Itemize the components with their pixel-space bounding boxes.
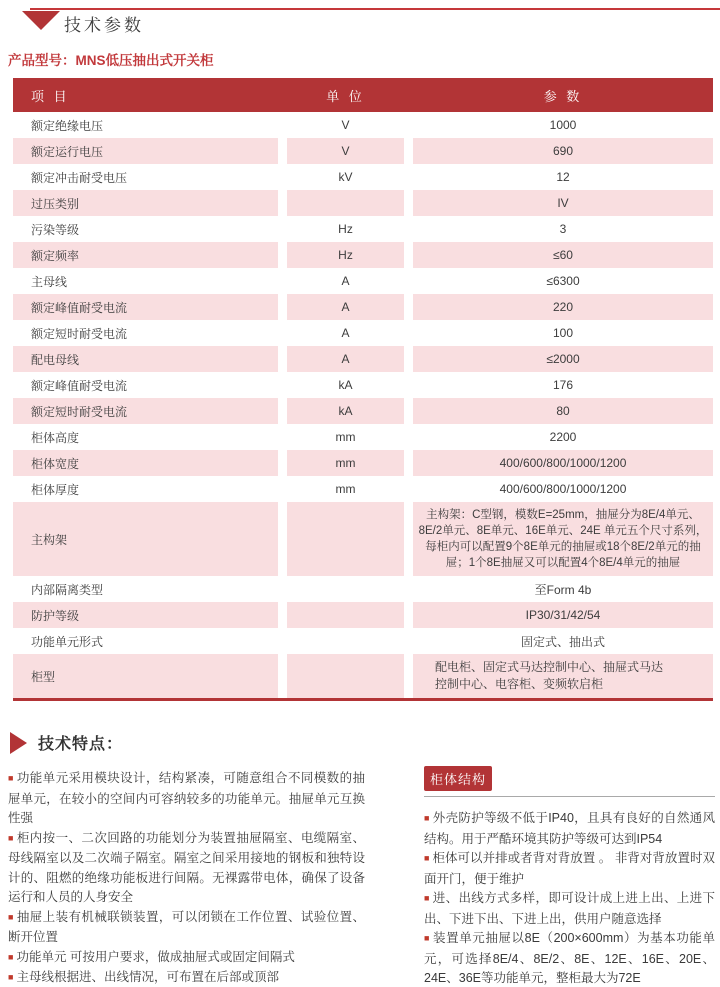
product-model-line: 产品型号：MNS低压抽出式开关柜	[8, 53, 214, 68]
cabinet-item-text: 外壳防护等级不低于IP40，且具有良好的自然通风结构。用于严酷环境其防护等级可达到IP54	[424, 811, 715, 846]
unit-cell: V	[287, 138, 404, 164]
value-cell: 400/600/800/1000/1200	[413, 450, 713, 476]
item-cell: 柜体厚度	[31, 482, 80, 497]
unit-cell	[287, 602, 404, 628]
item-cell: 额定频率	[13, 242, 278, 268]
bullet-square-icon: ■	[424, 893, 430, 903]
unit-cell: mm	[287, 450, 404, 476]
item-cell: 过压类别	[13, 190, 278, 216]
table-row	[13, 502, 713, 576]
cabinet-item-text: 柜体可以并排或者背对背放置 。 非背对背放置时双面开门，便于维护	[424, 851, 715, 886]
feature-item	[8, 968, 365, 987]
section-title-parameters: 技术参数	[64, 16, 144, 35]
table-row	[13, 372, 713, 398]
table-row	[13, 320, 713, 346]
bullet-square-icon: ■	[8, 951, 14, 962]
item-cell: 防护等级	[13, 602, 278, 628]
value-cell: IP30/31/42/54	[413, 602, 713, 628]
item-cell: 额定短时耐受电流	[31, 326, 128, 341]
table-header-item: 项 目	[31, 88, 70, 104]
unit-cell: mm	[335, 430, 356, 444]
table-header-unit: 单 位	[326, 88, 365, 104]
value-cell: 400/600/800/1000/1200	[499, 482, 627, 496]
value-cell: 690	[413, 138, 713, 164]
cabinet-structure-badge: 柜体结构	[424, 766, 492, 791]
cabinet-item-text: 进、出线方式多样，即可设计成上进上出、上进下出、下进下出、下进上出，供用户随意选择	[424, 891, 715, 926]
cabinet-item	[424, 849, 715, 889]
table-header-value: 参 数	[543, 88, 583, 104]
cabinet-item	[424, 889, 715, 929]
table-row	[13, 190, 713, 216]
item-cell: 主母线	[31, 274, 68, 289]
item-cell: 内部隔离类型	[31, 582, 104, 597]
unit-cell: mm	[335, 482, 356, 496]
item-cell: 柜体宽度	[13, 450, 278, 476]
value-cell: 176	[552, 378, 574, 392]
unit-cell: V	[341, 118, 350, 132]
unit-cell: A	[287, 294, 404, 320]
bullet-square-icon: ■	[424, 853, 430, 863]
feature-item	[8, 948, 365, 969]
bullet-square-icon: ■	[8, 773, 14, 783]
value-cell: 固定式、抽出式	[520, 634, 605, 649]
cabinet-structure-header	[424, 766, 715, 797]
unit-cell: kA	[287, 398, 404, 424]
unit-cell	[287, 190, 404, 216]
item-cell: 柜体高度	[31, 430, 80, 445]
table-row	[13, 628, 713, 654]
item-cell: 额定短时耐受电流	[13, 398, 278, 424]
features-title: 技术特点：	[38, 736, 124, 753]
bullet-square-icon: ■	[424, 813, 430, 823]
unit-cell: kV	[338, 170, 353, 184]
table-header-row	[13, 78, 713, 112]
feature-item-text: 抽屉上装有机械联锁装置，可以闭锁在工作位置、试验位置、断开位置	[8, 909, 365, 944]
bullet-square-icon: ■	[8, 832, 14, 843]
unit-cell	[287, 576, 404, 602]
item-cell: 额定冲击耐受电压	[31, 170, 128, 185]
value-cell: ≤2000	[413, 346, 713, 372]
item-cell: 柜型	[13, 654, 278, 698]
table-row	[13, 164, 713, 190]
unit-cell	[287, 654, 404, 698]
value-cell: 1000	[549, 118, 577, 132]
item-cell: 额定绝缘电压	[31, 118, 104, 133]
bullet-square-icon: ■	[424, 933, 431, 943]
features-list	[8, 769, 365, 987]
table-row	[13, 398, 713, 424]
feature-item-text: 功能单元 可按用户要求，做成抽屉式或固定间隔式	[16, 949, 295, 964]
feature-item	[8, 829, 365, 908]
bullet-square-icon: ■	[8, 972, 14, 982]
value-cell: 配电柜、固定式马达控制中心、抽屉式马达控制中心、电容柜、变频软启柜	[413, 654, 713, 698]
cabinet-structure-list	[424, 809, 715, 987]
unit-cell: Hz	[338, 222, 353, 236]
unit-cell: A	[287, 346, 404, 372]
item-cell: 额定运行电压	[13, 138, 278, 164]
cabinet-item-text: 装置单元抽屉以8E（200×600mm）为基本功能单元，可选择8E/4、8E/2、8E、12E、16E、20E、24E、36E等功能单元，整柜最大为72E	[424, 931, 715, 985]
cabinet-structure-section	[424, 766, 715, 987]
feature-item-text: 功能单元采用模块设计，结构紧凑，可随意组合不同模数的抽屉单元，在较小的空间内可容纳较多的功能单元。抽屉单元互换性强	[8, 771, 365, 825]
item-cell: 额定峰值耐受电流	[31, 378, 128, 393]
value-cell: 12	[556, 170, 570, 184]
feature-item	[8, 769, 365, 829]
table-row	[13, 602, 713, 628]
unit-cell: Hz	[287, 242, 404, 268]
table-row	[13, 654, 713, 698]
item-cell: 污染等级	[31, 222, 80, 237]
table-row	[13, 424, 713, 450]
features-header	[10, 731, 123, 754]
triangle-right-icon	[10, 732, 27, 754]
unit-cell	[287, 628, 404, 654]
cabinet-item	[424, 809, 715, 849]
table-row	[13, 576, 713, 602]
table-row	[13, 268, 713, 294]
cabinet-item	[424, 929, 715, 987]
value-cell: 3	[559, 222, 567, 236]
value-cell: 主构架：C型钢，模数E=25mm，抽屉分为8E/4单元、8E/2单元、8E单元、16E单元、24E 单元五个尺寸系列，每柜内可以配置9个8E单元的抽屉或18个8E/2单元的抽屉；1个8E抽屉又可以配置4个8E/4单元的抽屉	[413, 502, 713, 576]
item-cell: 额定峰值耐受电流	[13, 294, 278, 320]
feature-item-text: 主母线根据进、出线情况，可布置在后部或顶部	[16, 970, 279, 984]
unit-cell: kA	[338, 378, 353, 392]
value-cell: ≤60	[413, 242, 713, 268]
value-cell: 100	[552, 326, 574, 340]
table-row	[13, 138, 713, 164]
unit-cell: A	[341, 326, 350, 340]
top-divider-line	[30, 8, 720, 10]
table-row	[13, 216, 713, 242]
table-row	[13, 450, 713, 476]
item-cell: 主构架	[13, 502, 278, 576]
table-row	[13, 294, 713, 320]
value-cell: IV	[413, 190, 713, 216]
feature-item-text: 柜内按一、二次回路的功能划分为装置抽屉隔室、电缆隔室、母线隔室以及二次端子隔室。隔室之间采用接地的钢板和独特设计的、阻燃的绝缘功能板进行间隔。无裸露带电体，确保了设备运行和人员的人身安全	[8, 830, 365, 904]
bullet-square-icon: ■	[8, 911, 14, 922]
value-cell: 220	[413, 294, 713, 320]
table-row	[13, 112, 713, 138]
value-cell: 80	[413, 398, 713, 424]
table-body	[13, 112, 713, 698]
unit-cell: A	[341, 274, 350, 288]
feature-item	[8, 908, 365, 948]
table-row	[13, 242, 713, 268]
table-row	[13, 346, 713, 372]
unit-cell	[287, 502, 404, 576]
item-cell: 功能单元形式	[31, 634, 104, 649]
item-cell: 配电母线	[13, 346, 278, 372]
value-cell: 至Form 4b	[534, 582, 592, 597]
value-cell: 2200	[549, 430, 577, 444]
triangle-down-icon	[22, 11, 60, 30]
table-row	[13, 476, 713, 502]
spec-table	[13, 78, 713, 701]
value-cell: ≤6300	[546, 274, 580, 288]
